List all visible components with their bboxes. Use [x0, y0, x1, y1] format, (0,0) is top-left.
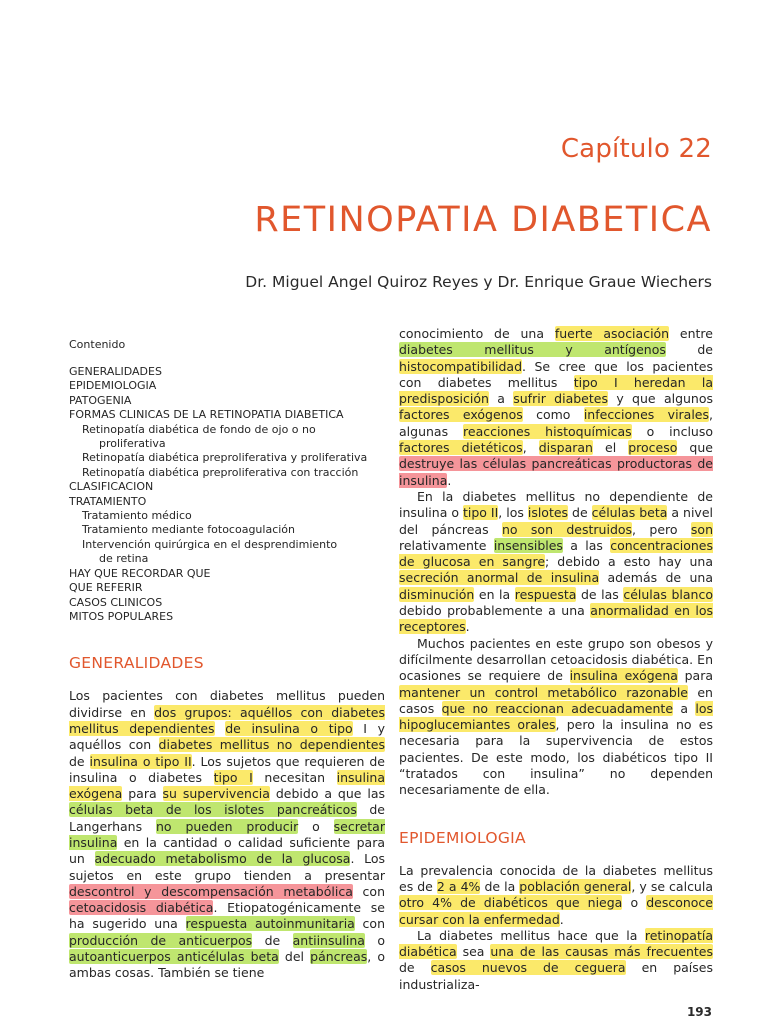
contents-item: Retinopatía diabética preproliferativa con tracción [82, 465, 359, 479]
text-run: con [352, 883, 385, 899]
text-run: sea [456, 944, 491, 960]
text-run: , pero la insulina no es necesaria para la supervivencia de estos pacientes. De este modo, los diabéticos tipo II “tratados con insulina” no dependen necesariamente de ella. [399, 717, 713, 798]
text-run: entre [669, 326, 713, 341]
highlighted-text: secreción anormal de insulina [399, 570, 600, 586]
text-run: para [122, 786, 163, 802]
highlighted-text: concentraciones de glucosa en sangre [399, 537, 713, 570]
text-run: que [677, 440, 713, 456]
contents-item: de retina [99, 552, 149, 566]
text-run: . Los sujetos que requieren de insulina o diabetes [69, 753, 385, 785]
contents-item: TRATAMIENTO [69, 494, 147, 508]
highlighted-text: secretar insulina [69, 818, 385, 850]
highlighted-text: reacciones histoquímicas [463, 423, 632, 439]
contents-item: Intervención quirúrgica en el desprendimiento [82, 537, 338, 551]
highlighted-text: desconoce cursar con la enfermedad [399, 895, 713, 927]
highlighted-text: producción de anticuerpos [69, 932, 253, 948]
left-column [69, 338, 385, 982]
highlighted-text: insensibles [493, 537, 563, 553]
highlighted-text: disminución [399, 586, 475, 602]
highlighted-text: una de las causas más frecuentes [490, 944, 713, 960]
contents-item: Tratamiento mediante fotocoagulación [82, 523, 296, 537]
highlighted-text: páncreas [310, 949, 368, 965]
text-run: En la diabetes mellitus no dependiente de insulina o [399, 488, 713, 521]
highlighted-text: adecuado metabolismo de la glucosa [94, 851, 351, 867]
text-run: . Etiopatogénicamente se ha sugerido una [69, 900, 385, 932]
highlighted-text: sufrir diabetes [513, 391, 608, 407]
highlighted-text: cetoacidosis diabética [69, 900, 214, 916]
highlighted-text: infecciones virales [583, 407, 710, 423]
contents-item: Retinopatía diabética preproliferativa y proliferativa [82, 451, 368, 465]
text-run: a nivel del páncreas [399, 505, 713, 537]
paragraph-right-2 [399, 489, 713, 636]
text-run: . Se cree que los pacientes con diabetes mellitus [399, 358, 713, 390]
text-run: de [399, 960, 431, 976]
highlighted-text: dos grupos: aquéllos con diabetes mellitus dependientes [69, 704, 385, 736]
paragraph-right-1 [399, 326, 713, 489]
text-run: para [677, 668, 713, 684]
text-run: Muchos pacientes en este grupo son obesos y difícilmente desarrollan cetoacidosis diabética. En ocasiones se requiere de [399, 635, 713, 684]
highlighted-text: disparan [538, 440, 593, 456]
text-run: en la [474, 586, 515, 602]
text-run: en casos [399, 684, 713, 716]
highlighted-text: células beta de los islotes pancreáticos [69, 802, 357, 818]
text-run: de [252, 932, 293, 948]
text-run [215, 721, 226, 736]
text-run: y que algunos [607, 391, 714, 407]
highlighted-text: insulina exógena [569, 668, 678, 684]
highlighted-text: histocompatibilidad [399, 358, 523, 374]
text-run: a las [562, 537, 611, 553]
contents-item: proliferativa [99, 437, 166, 451]
contents-item: FORMAS CLINICAS DE LA RETINOPATIA DIABETICA [69, 408, 344, 422]
highlighted-text: de insulina o tipo [225, 720, 353, 736]
contents-item: EPIDEMIOLOGIA [69, 379, 157, 393]
highlighted-text: fuerte asociación [554, 326, 670, 341]
chapter-title: RETINOPATIA DIABETICA [254, 200, 712, 240]
text-run: , o ambas cosas. También se tiene [69, 949, 386, 981]
highlighted-text: respuesta autoinmunitaria [185, 916, 355, 932]
text-run: o [622, 895, 647, 911]
text-run: con [354, 916, 386, 932]
highlighted-text: población general [519, 878, 632, 894]
text-run: de las [576, 586, 624, 602]
chapter-number: Capítulo 22 [560, 134, 712, 164]
paragraph-generalidades [69, 688, 385, 981]
text-run: relativamente [399, 537, 494, 553]
text-run: . [559, 911, 564, 927]
text-run: a [673, 700, 696, 716]
contents-item: CASOS CLINICOS [69, 595, 163, 609]
text-run: en la cantidad o calidad suficiente para un [69, 834, 385, 867]
highlighted-text: descontrol y descompensación metabólica [69, 883, 353, 899]
highlighted-text: los hipoglucemiantes orales [399, 700, 714, 733]
highlighted-text: células beta [591, 505, 668, 521]
section-heading-generalidades: GENERALIDADES [69, 654, 204, 673]
highlighted-text: no son destruidos [501, 521, 633, 537]
highlighted-text: respuesta [514, 586, 577, 602]
text-run: . Los sujetos en este grupo tienden a presentar [69, 851, 385, 883]
highlighted-text: destruye las células pancreáticas productoras de insulina [399, 456, 713, 488]
contents-item: PATOGENIA [69, 393, 132, 407]
highlighted-text: factores exógenos [399, 407, 523, 423]
text-run: además de una [599, 570, 713, 586]
text-run: ; debido a esto hay una [545, 554, 714, 570]
text-run: de [568, 505, 592, 521]
text-run: . [465, 619, 470, 635]
contents-item: GENERALIDADES [69, 365, 162, 378]
highlighted-text: no pueden producir [156, 818, 299, 834]
text-run: La diabetes mellitus hace que la [417, 927, 645, 943]
highlighted-text: 2 a 4% [436, 878, 481, 894]
highlighted-text: su supervivencia [162, 786, 270, 802]
highlighted-text: tipo I heredan la predisposición [399, 374, 713, 407]
text-run: . [447, 472, 452, 488]
text-run: de Langerhans [69, 802, 385, 834]
text-run: , y se calcula [631, 878, 713, 894]
contents-item: Tratamiento médico [82, 509, 192, 523]
text-run: de [69, 753, 90, 769]
highlighted-text: anormalidad en los receptores [399, 603, 713, 635]
contents-item: QUE REFERIR [69, 581, 143, 595]
right-column [399, 326, 713, 993]
highlighted-text: islotes [527, 505, 569, 521]
text-run: conocimiento de una [399, 326, 555, 341]
highlighted-text: factores dietéticos [399, 440, 523, 456]
text-run: del [278, 949, 311, 965]
text-run: en países industrializa- [399, 960, 713, 992]
contents-list [69, 365, 385, 624]
text-run: de la [480, 878, 520, 894]
highlighted-text: son [690, 521, 713, 537]
highlighted-text: insulina exógena [69, 769, 385, 802]
text-run: , [522, 440, 539, 456]
highlighted-text: otro 4% de diabéticos que niega [399, 895, 623, 911]
highlighted-text: tipo II [462, 505, 499, 521]
text-run: , pero [632, 521, 691, 537]
authors-line: Dr. Miguel Angel Quiroz Reyes y Dr. Enrique Graue Wiechers [245, 273, 712, 291]
paragraph-right-3 [399, 636, 713, 799]
paragraph-epidemiologia-2 [399, 928, 713, 993]
highlighted-text: tipo I [213, 769, 253, 785]
text-run: I y aquéllos con [69, 720, 385, 753]
highlighted-text: casos nuevos de ceguera [430, 960, 626, 976]
page-number: 193 [686, 1005, 712, 1019]
highlighted-text: retinopatía diabética [399, 927, 713, 960]
text-run: de [665, 342, 713, 358]
contents-item: MITOS POPULARES [69, 609, 174, 623]
text-run: o [364, 932, 385, 948]
section-heading-epidemiologia: EPIDEMIOLOGIA [399, 828, 526, 847]
paragraph-epidemiologia-1 [399, 863, 713, 928]
text-run: el [592, 440, 629, 456]
text-run: o [298, 818, 334, 834]
contents-item: CLASIFICACION [69, 480, 154, 494]
text-run: , algunas [399, 407, 713, 439]
text-run: necesitan [252, 769, 337, 785]
text-run: debido a que las [269, 786, 385, 802]
highlighted-text: diabetes mellitus no dependientes [158, 737, 385, 753]
text-run: o incluso [631, 423, 713, 439]
contents-heading: Contenido [69, 338, 126, 351]
text-run: La prevalencia conocida de la diabetes mellitus es de [399, 862, 713, 894]
highlighted-text: mantener un control metabólico razonable [399, 684, 688, 700]
highlighted-text: insulina o tipo II [89, 753, 192, 769]
text-run: Los pacientes con diabetes mellitus pueden dividirse en [69, 688, 385, 720]
highlighted-text: que no reaccionan adecuadamente [441, 700, 674, 716]
highlighted-text: antiinsulina [292, 932, 365, 948]
text-run: como [522, 407, 584, 423]
highlighted-text: autoanticuerpos anticélulas beta [69, 949, 279, 965]
highlighted-text: proceso [628, 440, 678, 456]
highlighted-text: diabetes mellitus y antígenos [399, 342, 666, 358]
text-run: a [488, 391, 514, 407]
highlighted-text: células blanco [623, 586, 713, 602]
text-run: , los [498, 505, 528, 521]
text-run: debido probablemente a una [399, 603, 591, 619]
contents-item: Retinopatía diabética de fondo de ojo o no [82, 422, 316, 436]
contents-item: HAY QUE RECORDAR QUE [69, 566, 211, 580]
